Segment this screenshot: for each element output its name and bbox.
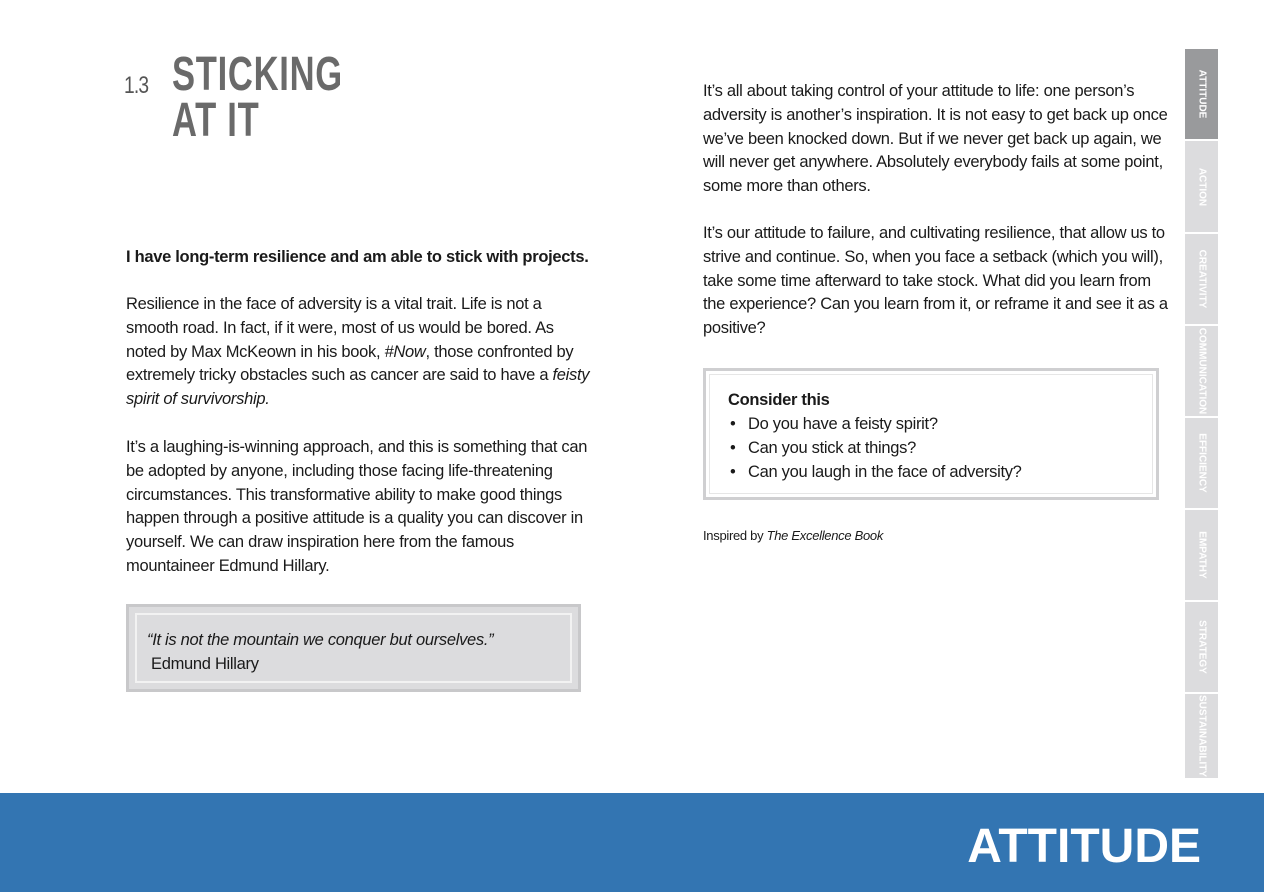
tab-strategy-label: STRATEGY <box>1196 620 1207 674</box>
paragraph-resilience-part1: Resilience in the face of adversity is a vital trait. Life is not a smooth road. In fact, if it were, most of us would be bored. As noted by Max McKeown in his book, <box>126 295 554 361</box>
section-number: 1.3 <box>124 72 149 99</box>
chapter-footer-title: ATTITUDE <box>967 820 1201 873</box>
quote-text: “It is not the mountain we conquer but ourselves.” <box>147 631 494 649</box>
chapter-tabs <box>1185 49 1218 778</box>
tab-sustainability-label: SUSTAINABILITY <box>1196 694 1207 778</box>
tab-creativity-label: CREATIVITY <box>1196 249 1207 309</box>
intro-statement: I have long-term resilience and am able to stick with projects. <box>126 248 589 266</box>
tab-efficiency-label: EFFICIENCY <box>1196 433 1207 493</box>
tab-creativity[interactable] <box>1185 234 1218 326</box>
quote-box <box>126 604 581 692</box>
paragraph-attitude: It’s all about taking control of your attitude to life: one person’s adversity is another’s inspiration. It is not easy to get back up once we’ve been knocked down. But if we never get back up again, we will never get anywhere. Absolutely everybody fails at some point, some more than others. <box>703 82 1168 196</box>
inspired-book-title: The Excellence Book <box>766 528 884 543</box>
tab-attitude-label: ATTITUDE <box>1196 69 1207 119</box>
section-title <box>172 48 343 147</box>
tab-attitude[interactable] <box>1185 49 1218 141</box>
consider-item: • Can you stick at things? <box>728 437 1022 461</box>
paragraph-resilience-part2: , those confronted by extremely tricky obstacles such as cancer are said to have a <box>126 342 574 385</box>
tab-empathy-label: EMPATHY <box>1196 531 1207 579</box>
tab-communication-label: COMMUNICATION <box>1196 327 1207 415</box>
tab-sustainability[interactable] <box>1185 694 1218 778</box>
consider-list <box>728 413 1022 484</box>
section-title-line2: AT IT <box>172 94 260 147</box>
tab-efficiency[interactable] <box>1185 418 1218 510</box>
tab-strategy[interactable] <box>1185 602 1218 694</box>
tab-action-label: ACTION <box>1196 167 1207 206</box>
tab-action[interactable] <box>1185 141 1218 234</box>
chapter-footer-bar <box>0 793 1264 892</box>
inspired-prefix: Inspired by <box>703 528 767 543</box>
feisty-spirit-phrase: feisty spirit of survivorship. <box>126 366 590 409</box>
inspired-by-credit <box>703 528 883 543</box>
book-title-now: #Now <box>384 342 426 361</box>
consider-item: • Do you have a feisty spirit? <box>728 413 1022 437</box>
paragraph-laughing: It’s a laughing-is-winning approach, and this is something that can be adopted by anyone, including those facing life-threatening circumstances. This transformative ability to make good things happen through a positive attitude is a quality you can discover in yourself. We can draw inspiration here from the famous mountaineer Edmund Hillary. <box>126 438 588 575</box>
consider-item: • Can you laugh in the face of adversity? <box>728 461 1022 485</box>
tab-empathy[interactable] <box>1185 510 1218 602</box>
paragraph-failure: It’s our attitude to failure, and cultivating resilience, that allow us to strive and continue. So, when you face a setback (which you will), take some time afterward to take stock. What did you learn from the experience? Can you learn from it, or reframe it and see it as a positive? <box>703 224 1168 338</box>
paragraph-resilience <box>126 293 596 412</box>
quote-author: Edmund Hillary <box>151 655 259 673</box>
consider-box <box>703 368 1159 500</box>
tab-communication[interactable] <box>1185 326 1218 418</box>
consider-title: Consider this <box>728 391 830 409</box>
section-title-line1: STICKING <box>172 48 343 101</box>
